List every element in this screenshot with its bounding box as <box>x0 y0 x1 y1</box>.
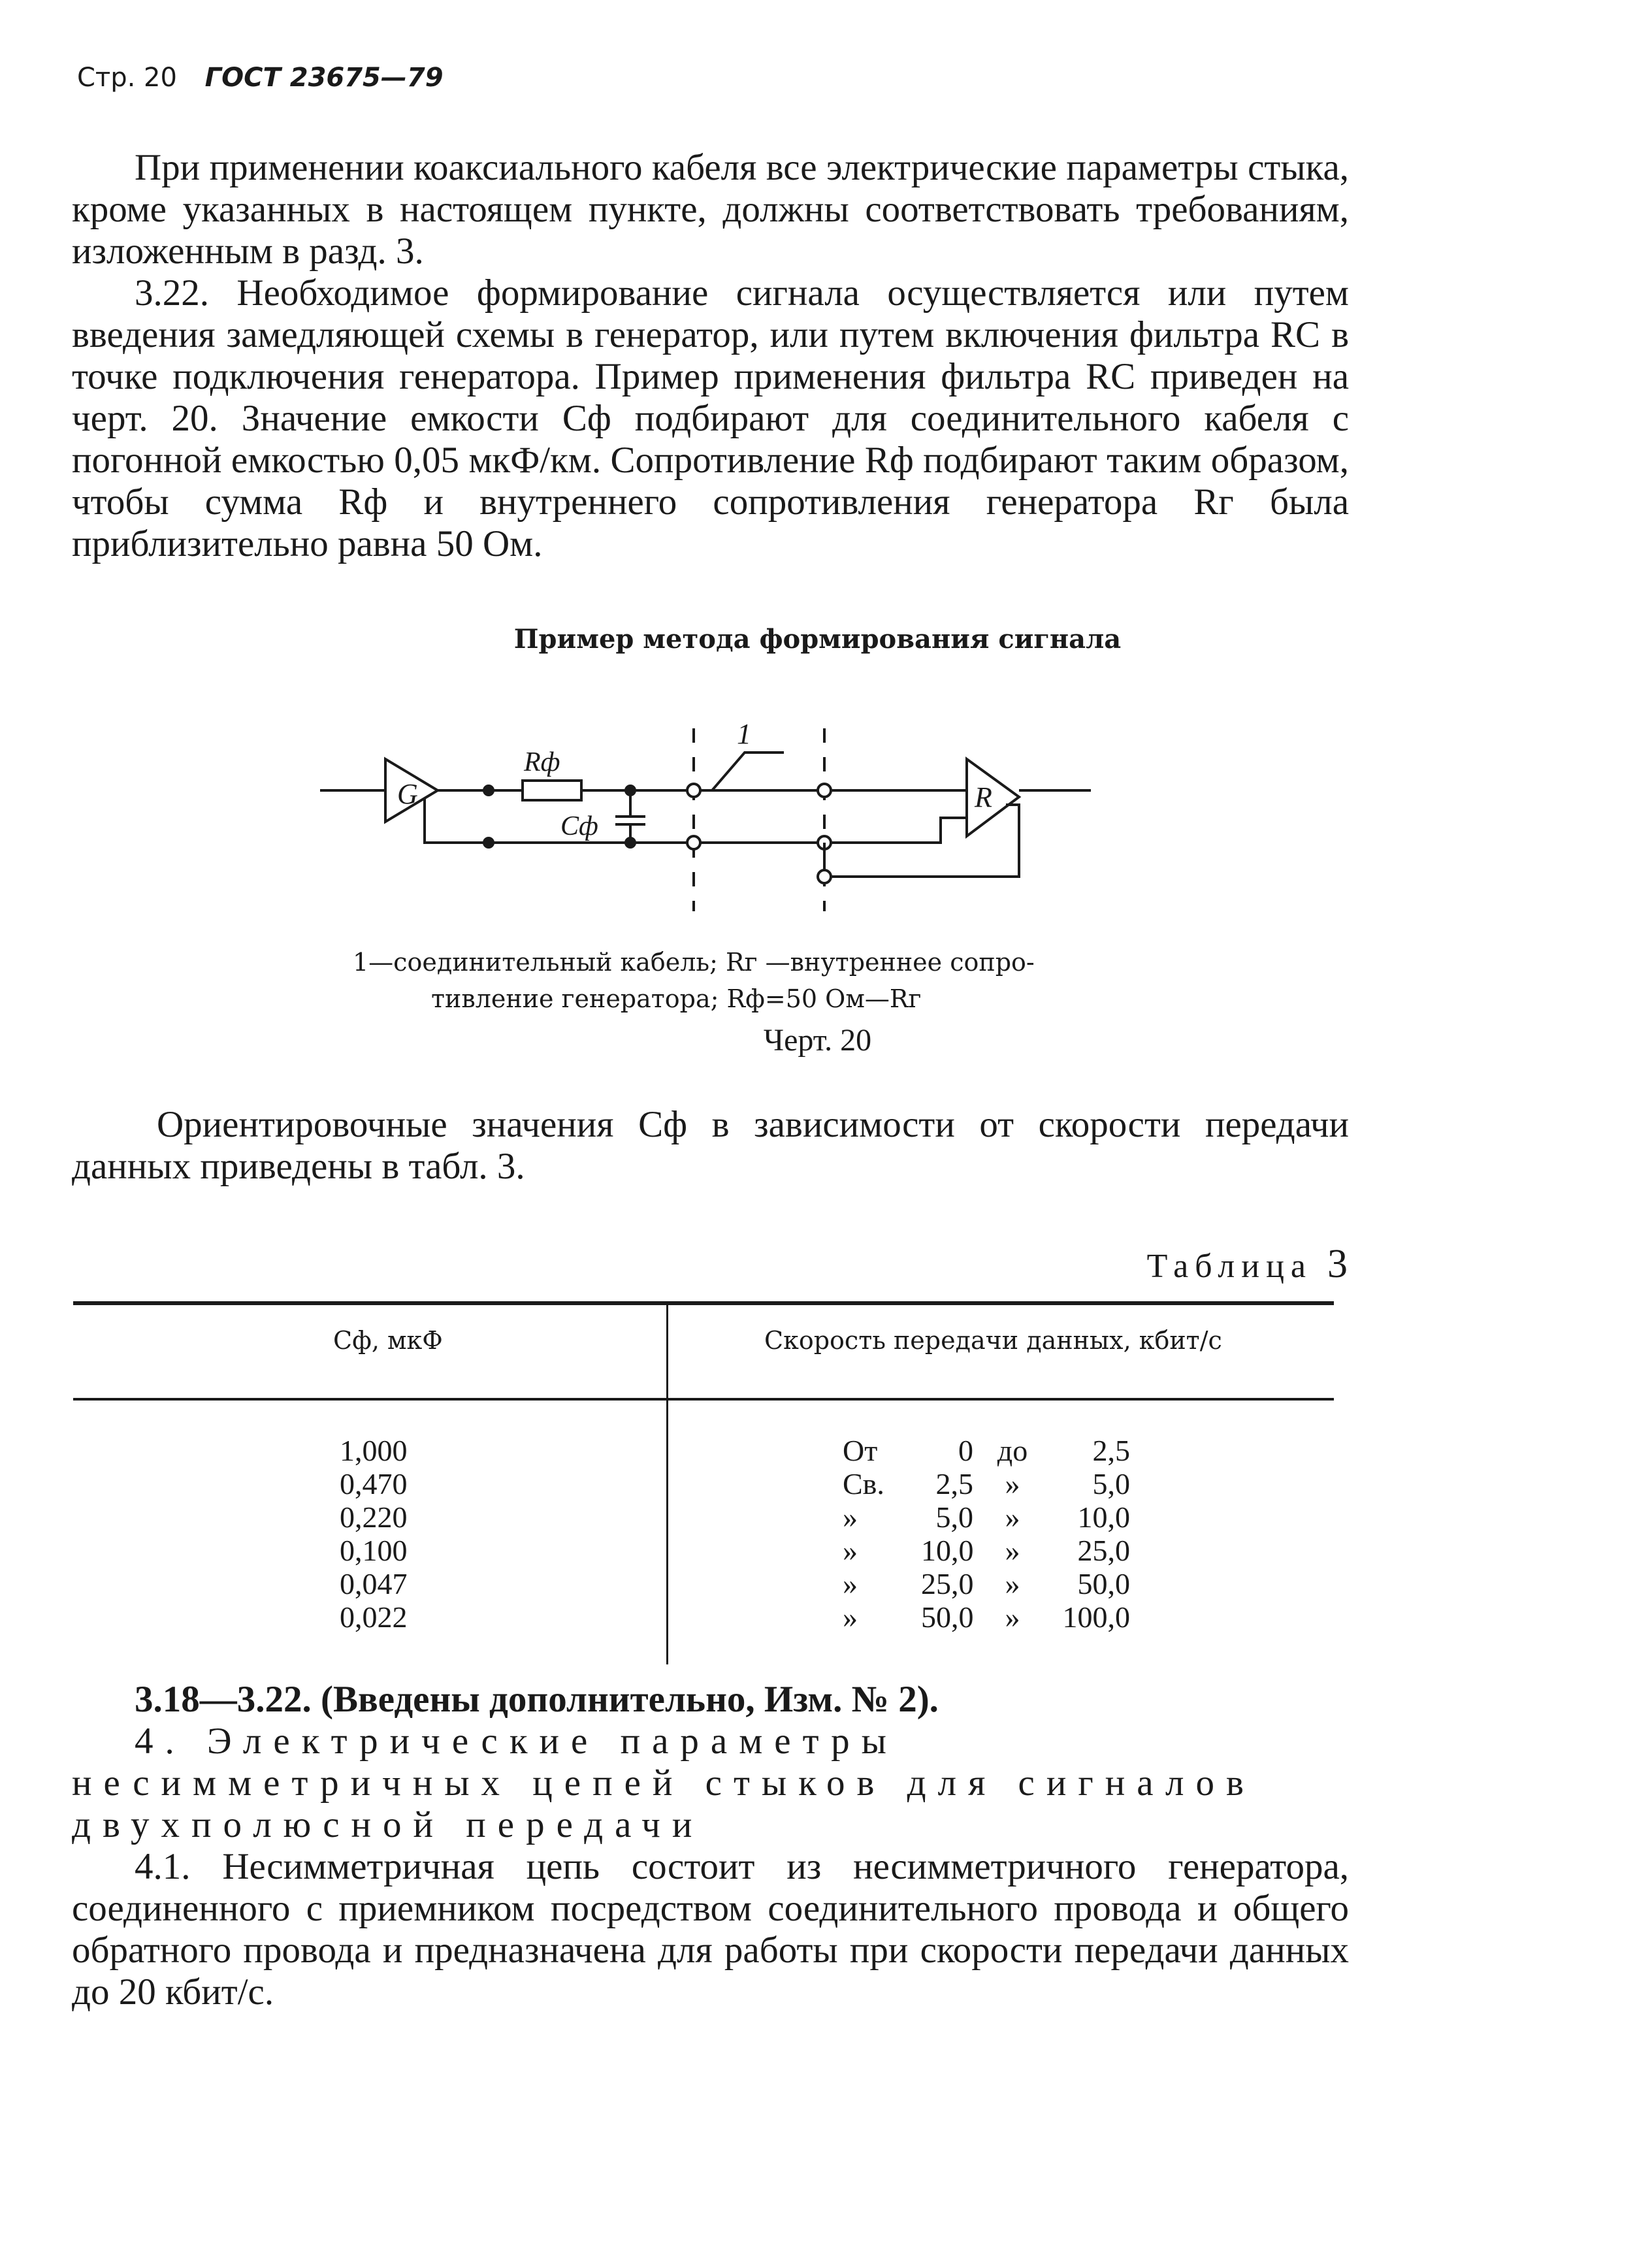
table-row: » 5,0 » 10,0 <box>843 1500 1130 1534</box>
page-number: Стр. 20 <box>77 63 177 93</box>
paragraph-4-text: 3.18—3.22. (Введены дополнительно, Изм. № 2). <box>135 1679 939 1720</box>
table-speed-column <box>843 1434 1130 1634</box>
table-row: » 50,0 » 100,0 <box>843 1600 1130 1634</box>
table-label: Таблица 3 <box>1146 1242 1354 1286</box>
figure-caption <box>353 944 1110 1017</box>
cable-marker-label: 1 <box>737 718 751 750</box>
junction-dot <box>484 838 493 847</box>
paragraph-1 <box>72 147 1349 272</box>
connector-contact <box>818 870 831 883</box>
section-4-heading-text: 4. Электрические параметры несимметричных цепей стыков для сигналов двухполюсной передачи <box>72 1721 1255 1845</box>
table-cell: 1,000 <box>340 1434 408 1467</box>
connector-contact <box>687 784 700 797</box>
table-row: » 10,0 » 25,0 <box>843 1534 1130 1567</box>
table-column-divider <box>666 1305 668 1664</box>
figure-label: Черт. 20 <box>763 1023 872 1058</box>
table-cell: 0,220 <box>340 1500 408 1534</box>
table-capacitance-column <box>340 1434 408 1634</box>
resistor-label: Rф <box>524 747 560 777</box>
paragraph-4 <box>72 1679 1349 1721</box>
section-4-heading <box>72 1721 1349 1846</box>
table-row: » 25,0 » 50,0 <box>843 1567 1130 1600</box>
cable-marker-leader <box>712 753 784 790</box>
generator-label: G <box>397 778 418 810</box>
paragraph-3 <box>72 1104 1349 1188</box>
signal-shaping-schematic <box>314 705 1124 934</box>
standard-number: ГОСТ 23675—79 <box>204 63 444 93</box>
caption-line-2: тивление генератора; Rф=50 Ом—Rг <box>431 984 922 1013</box>
receiver-reference-wire <box>831 805 1019 877</box>
paragraph-3-text: Ориентировочные значения Cф в зависимости от скорости передачи данных приведены в табл. 3. <box>72 1104 1349 1187</box>
table-header-speed: Скорость передачи данных, кбит/с <box>764 1326 1222 1355</box>
receiver-label: R <box>975 781 992 813</box>
figure-title: Пример метода формирования сигнала <box>513 624 1122 655</box>
capacitor-label: Cф <box>560 811 598 841</box>
table-row: Св. 2,5 » 5,0 <box>843 1467 1130 1500</box>
paragraph-6 <box>72 1846 1349 2013</box>
paragraph-1-text: При применении коаксиального кабеля все электрические параметры стыка, кроме указанных в настоящем пункте, должны соответствовать требованиям, изложенным в разд. 3. <box>72 147 1349 272</box>
table-header-capacitance: Cф, мкФ <box>333 1326 443 1355</box>
paragraph-6-text: 4.1. Несимметричная цепь состоит из несимметричного генератора, соединенного с приемником посредством соединительного провода и общего обратного провода и предназначена для работы при скорости передачи данных до 20 кбит/с. <box>72 1846 1349 2013</box>
page-header <box>77 63 444 93</box>
table-cell: 0,470 <box>340 1467 408 1500</box>
table-cell: 0,047 <box>340 1567 408 1600</box>
connector-contact <box>687 836 700 849</box>
resistor-symbol <box>523 781 581 800</box>
table-cell: 0,022 <box>340 1600 408 1634</box>
caption-line-1: 1—соединительный кабель; Rг —внутреннее сопро- <box>353 948 1035 977</box>
junction-dot <box>626 838 635 847</box>
table-row: От 0 до 2,5 <box>843 1434 1130 1467</box>
table-cell: 0,100 <box>340 1534 408 1567</box>
table-header-rule <box>73 1398 1334 1401</box>
paragraph-2 <box>72 272 1349 565</box>
receiver-return-wire <box>831 818 967 843</box>
table-number: 3 <box>1327 1242 1354 1286</box>
connector-contact <box>818 784 831 797</box>
return-wire-a <box>425 798 689 843</box>
table-top-rule <box>73 1301 1334 1305</box>
paragraph-2-text: 3.22. Необходимое формирование сигнала осуществляется или путем введения замедляющей схемы в генератор, или путем включения фильтра RC в точке подключения генератора. Пример применения фильтра RC приведен на черт. 20. Значение емкости Cф подбирают для соединительного кабеля с погонной емкостью 0,05 мкФ/км. Сопротивление Rф подбирают таким образом, чтобы сумма Rф и внутреннего сопротивления генератора Rг была приблизительно равна 50 Ом. <box>72 272 1349 564</box>
junction-dot <box>484 786 493 795</box>
